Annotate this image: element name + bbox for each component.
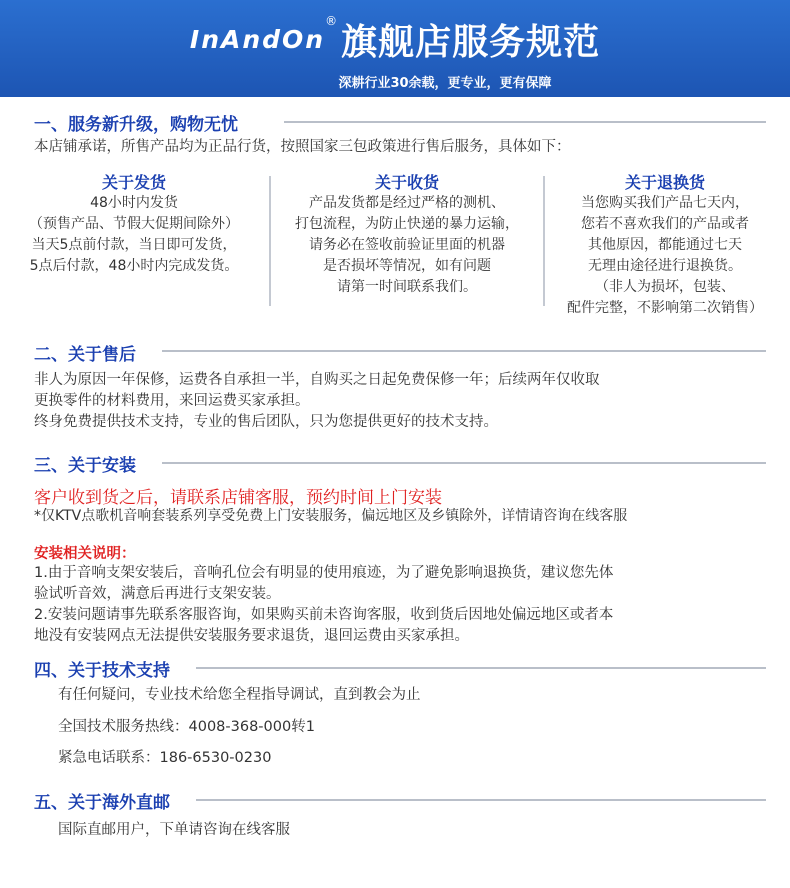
page-title: 旗舰店服务规范 [341, 22, 601, 63]
section2-divider [162, 350, 766, 352]
column-receiving-line: 产品发货都是经过严格的测机、 [309, 195, 505, 211]
column-shipping-line: （预售产品、节假大促期间除外） [29, 216, 239, 232]
column-returns-line: 当您购买我们产品七天内， [581, 195, 749, 211]
column-returns-line: （非人为损坏，包装、 [595, 279, 735, 295]
section1-intro: 本店铺承诺，所售产品均为正品行货，按照国家三包政策进行售后服务，具体如下： [34, 139, 571, 155]
section5-divider [196, 799, 766, 801]
column-shipping-line: 当天5点前付款，当日即可发货， [31, 237, 237, 253]
section4-title: 四、关于技术支持 [34, 661, 170, 681]
emergency-phone: 紧急电话联系：186-6530-0230 [58, 750, 272, 766]
overseas-line: 国际直邮用户，下单请咨询在线客服 [58, 822, 290, 838]
column-returns [545, 172, 785, 319]
registered-mark: ® [325, 14, 338, 28]
install-notes-line: 1.由于音响支架安装后，音响孔位会有明显的使用痕迹，为了避免影响退换货，建议您先体 [34, 565, 614, 581]
section2-line: 更换零件的材料费用，来回运费买家承担。 [34, 393, 310, 409]
column-receiving-line: 打包流程，为防止快递的暴力运输， [295, 216, 519, 232]
header-subtitle: 深耕行业30余载，更专业，更有保障 [338, 76, 552, 91]
section5-title: 五、关于海外直邮 [34, 793, 170, 813]
section2-line: 终身免费提供技术支持，专业的售后团队，只为您提供更好的技术支持。 [34, 414, 498, 430]
section4-divider [196, 667, 766, 669]
header-banner [0, 0, 790, 97]
install-notes-line: 验试听音效，满意后再进行支架安装。 [34, 586, 281, 602]
section3-divider [162, 462, 766, 464]
column-shipping [0, 172, 268, 277]
section1-title: 一、服务新升级，购物无忧 [34, 115, 238, 135]
section3-title: 三、关于安装 [34, 456, 136, 476]
column-shipping-line: 48小时内发货 [90, 195, 178, 211]
column-returns-title: 关于退换货 [624, 173, 705, 192]
column-receiving-title: 关于收货 [374, 173, 439, 192]
section2-title: 二、关于售后 [34, 345, 136, 365]
section2-line: 非人为原因一年保修，运费各自承担一半，自购买之日起免费保修一年；后续两年仅收取 [34, 372, 600, 388]
column-receiving-line: 请务必在签收前验证里面的机器 [309, 237, 505, 253]
column-returns-line: 配件完整，不影响第二次销售） [567, 300, 763, 316]
install-notes-line: 地没有安装网点无法提供安装服务要求退货，退回运费由买家承担。 [34, 628, 469, 644]
column-shipping-title: 关于发货 [101, 173, 166, 192]
column-receiving-line: 请第一时间联系我们。 [337, 279, 477, 295]
column-returns-line: 其他原因，都能通过七天 [588, 237, 742, 253]
tech-support-line: 有任何疑问，专业技术给您全程指导调试，直到教会为止 [58, 687, 421, 703]
install-notes-title: 安装相关说明： [34, 546, 136, 562]
install-notes-line: 2.安装问题请事先联系客服咨询，如果购买前未咨询客服，收到货后因地处偏远地区或者本 [34, 607, 614, 623]
column-returns-line: 无理由途径进行退换货。 [588, 258, 742, 274]
brand-logo: InAndOn [189, 25, 326, 54]
install-highlight: 客户收到货之后，请联系店铺客服，预约时间上门安装 [34, 488, 442, 508]
install-note: *仅KTV点歌机音响套装系列享受免费上门安装服务，偏远地区及乡镇除外，详情请咨询在线客服 [34, 508, 628, 524]
column-shipping-line: 5点后付款，48小时内完成发货。 [29, 258, 239, 274]
header-title-row [0, 14, 790, 65]
tech-hotline: 全国技术服务热线：4008-368-000转1 [58, 719, 315, 735]
section1-divider [284, 121, 766, 123]
column-receiving [271, 172, 543, 298]
column-receiving-line: 是否损坏等情况，如有问题 [323, 258, 491, 274]
column-returns-line: 您若不喜欢我们的产品或者 [581, 216, 749, 232]
